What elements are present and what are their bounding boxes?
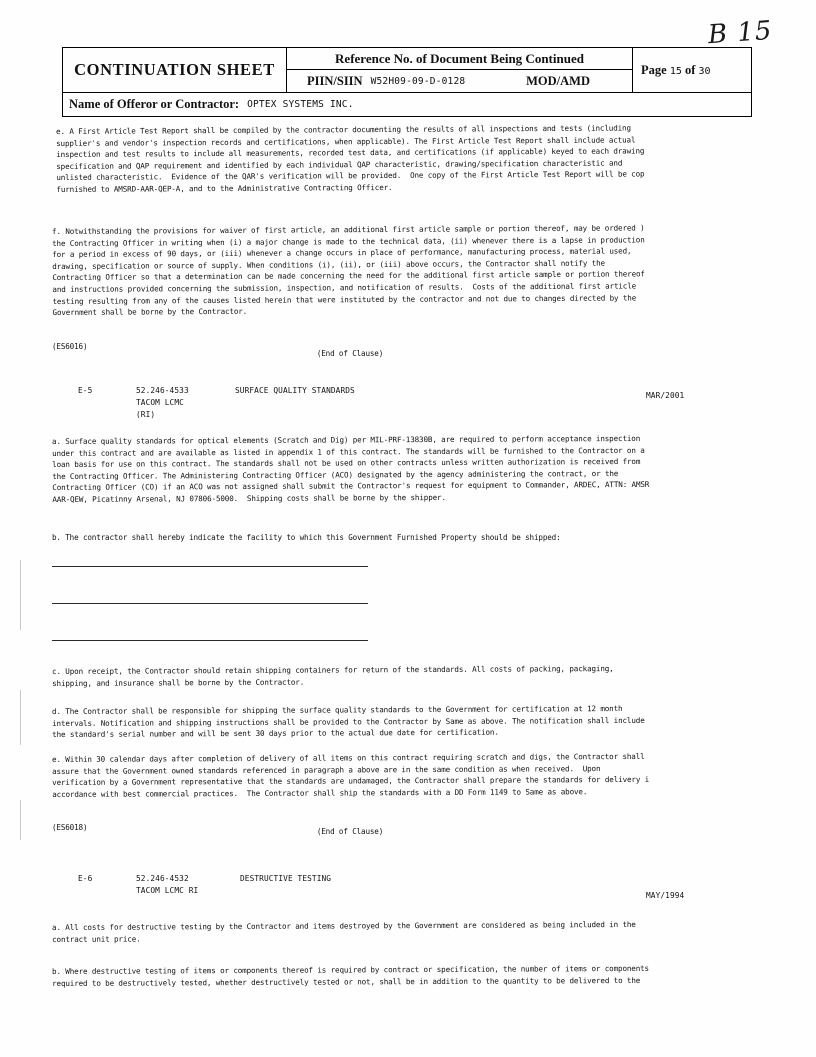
e5-paragraph-b: b. The contractor shall hereby indicate the facility to which this Government Furnished Property should be shipped:: [52, 533, 561, 542]
clause-e5-reference: 52.246-4533: [136, 386, 189, 395]
clause-e6-office-line1: TACOM LCMC RI: [136, 886, 199, 895]
paragraph-f: f. Notwithstanding the provisions for waiver of first article, an additional first article sample or portion thereof, may be ordered ) the Contracting Officer in writing when (i) a major change is made to the technical data, (ii) whenever there is a lapse in production for a period in excess of 90 days, or (iii) whenever a change occurs in place of performance, manufacturing process, material used, drawing, specification or source of supply. When conditions (i), (ii), or (iii) above occurs, the Contractor shall notify the Contracting Officer so that a determination can be made concerning the need for the additional first article sample or portion thereof and instructions provided concerning the submission, inspection, and notification of results. Costs of the additional first article testing resulting from any of the causes listed herein that were instituted by the contractor and not due to changes directed by the Government shall be borne by the Contractor.: [52, 223, 645, 318]
reference-title: Reference No. of Document Being Continued: [287, 48, 632, 70]
end-of-clause-2: (End of Clause): [316, 827, 384, 836]
scan-edge-artifact: [20, 800, 21, 840]
header-reference-cell: [287, 48, 633, 92]
e5-paragraph-c: c. Upon receipt, the Contractor should retain shipping containers for return of the standards. All costs of packing, packaging, shipping, and insurance shall be borne by the Contractor.: [52, 664, 614, 688]
page-total: 30: [698, 65, 711, 77]
clause-e6-title: DESTRUCTIVE TESTING: [240, 874, 332, 883]
fill-in-line-2[interactable]: [52, 603, 368, 604]
piin-value: W52H09-09-D-0128: [370, 75, 466, 87]
clause-code-es6018: (ES6018): [52, 823, 88, 832]
modamd-label: MOD/AMD: [526, 73, 590, 88]
header-page-cell: [633, 48, 751, 92]
fill-in-line-3[interactable]: [52, 640, 368, 641]
clause-e5-office-line2: (RI): [136, 410, 156, 419]
page-number: 15: [669, 65, 682, 77]
clause-e6-number: E-6: [78, 874, 93, 883]
clause-e5-date: MAR/2001: [646, 391, 685, 400]
handwritten-page-mark: B 15: [706, 15, 773, 51]
end-of-clause-1: (End of Clause): [316, 349, 384, 358]
clause-e5-office-line1: TACOM LCMC: [136, 398, 184, 407]
of-word: of: [684, 62, 696, 77]
header-title-cell: [63, 48, 287, 92]
e5-paragraph-a: a. Surface quality standards for optical elements (Scratch and Dig) per MIL-PRF-13830B, are required to perform acceptance inspection under this contract and are available as listed in appendix 1 of this contract. The standards will be furnished to the Contractor on a loan basis for use on this contract. The standards shall not be used on other contracts unless written authorization is received from the Contracting Officer. The Administering Contracting Officer (ACO) designated by the agency administering the contract, or the Contracting Officer (CO) if an ACO was not assigned shall submit the Contractor's request for equipment to Commander, ARDEC, ATTN: AMSR AAR-QEW, Picatinny Arsenal, NJ 07806-5000. Shipping costs shall be borne by the shipper.: [52, 433, 650, 504]
clause-e5-title: SURFACE QUALITY STANDARDS: [235, 386, 355, 395]
offeror-value: OPTEX SYSTEMS INC.: [247, 99, 354, 110]
offeror-row: [63, 92, 751, 116]
scan-edge-artifact: [20, 690, 21, 745]
e6-paragraph-a: a. All costs for destructive testing by the Contractor and items destroyed by the Government are considered as being included in the contract unit price.: [52, 919, 636, 944]
clause-code-es6016: (ES6016): [52, 342, 88, 351]
scan-edge-artifact: [20, 560, 21, 630]
page-title: CONTINUATION SHEET: [74, 60, 275, 79]
page-word: Page: [641, 62, 667, 77]
e6-paragraph-b: b. Where destructive testing of items or components thereof is required by contract or specification, the number of items or components required to be destructively tested, whether destructively tested or not, shall be in addition to the quantity to be delivered to the: [52, 963, 649, 988]
clause-e5-number: E-5: [78, 386, 93, 395]
continuation-sheet-header: [62, 47, 752, 117]
offeror-label: Name of Offeror or Contractor:: [69, 97, 240, 111]
paragraph-e: e. A First Article Test Report shall be compiled by the contractor documenting the results of all inspections and tests (including supplier's and vendor's inspection records and certifications, when applicable). The First Article Test Report shall include actual inspection and test results to include all measurements, recorded test data, and certifications (if applicable) keyed to each drawing specification and QAP requirement and identified by each individual QAP characteristic, drawing/specification characteristic and unlisted characteristic. Evidence of the QAR's verification will be provided. One copy of the First Article Test Report will be cop furnished to AMSRD-AAR-QEP-A, and to the Administrative Contracting Officer.: [56, 123, 645, 194]
fill-in-line-1[interactable]: [52, 566, 368, 567]
e5-paragraph-e: e. Within 30 calendar days after completion of delivery of all items on this contract requiring scratch and digs, the Contractor shall assure that the Government owned standards referenced in paragraph a above are in the same condition as when received. Upon verification by a Government representative that the standards are undamaged, the Contractor shall prepare the standards for delivery i accordance with best commercial practices. The Contractor shall ship the standards with a DD Form 1149 to Same as above.: [52, 751, 650, 799]
clause-e6-reference: 52.246-4532: [136, 874, 189, 883]
e5-paragraph-d: d. The Contractor shall be responsible for shipping the surface quality standards to the Government for certification at 12 month intervals. Notification and shipping instructions shall be provided to the Contractor by Same as above. The notification shall include the standard's serial number and will be sent 30 days prior to the actual due date for certification.: [52, 704, 645, 740]
piin-label: PIIN/SIIN: [307, 73, 363, 88]
clause-e6-date: MAY/1994: [646, 891, 685, 900]
